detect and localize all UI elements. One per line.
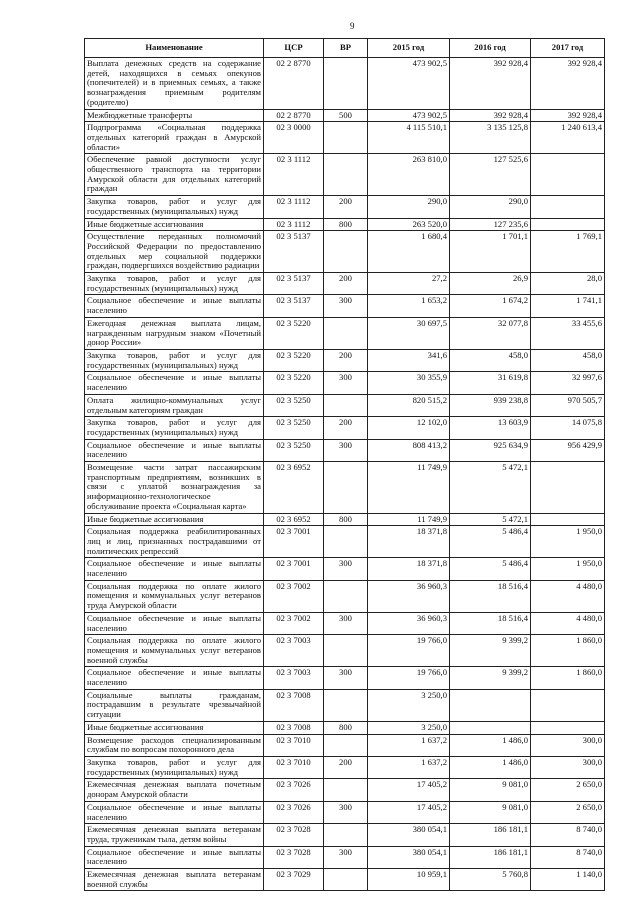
table-row (85, 196, 605, 218)
table-row (85, 372, 605, 394)
cell-2017 (531, 689, 605, 721)
table-row (85, 580, 605, 612)
cell-2017: 4 480,0 (531, 580, 605, 612)
header-csr: ЦСР (264, 39, 324, 58)
cell-vr: 200 (324, 349, 368, 371)
table-row (85, 612, 605, 634)
cell-2016: 18 516,4 (450, 612, 531, 634)
cell-vr: 200 (324, 417, 368, 439)
cell-2015: 1 637,2 (368, 734, 450, 756)
cell-2016: 925 634,9 (450, 439, 531, 461)
cell-name: Социальное обеспечение и иные выплаты населению (85, 295, 264, 317)
cell-name: Социальная поддержка по оплате жилого помещения и коммунальных услуг ветеранов труда Амурской области (85, 580, 264, 612)
cell-vr: 300 (324, 667, 368, 689)
cell-2015: 473 902,5 (368, 58, 450, 110)
cell-2017: 33 455,6 (531, 317, 605, 349)
cell-csr: 02 3 7003 (264, 667, 324, 689)
cell-csr: 02 3 5250 (264, 394, 324, 416)
cell-2015: 12 102,0 (368, 417, 450, 439)
cell-2015: 380 054,1 (368, 824, 450, 846)
cell-name: Возмещение расходов специализированным службам по вопросам похоронного дела (85, 734, 264, 756)
cell-2017 (531, 462, 605, 514)
cell-2016: 5 472,1 (450, 513, 531, 526)
table-row (85, 558, 605, 580)
table-row (85, 417, 605, 439)
cell-csr: 02 3 7028 (264, 824, 324, 846)
header-2017: 2017 год (531, 39, 605, 58)
cell-2015: 290,0 (368, 196, 450, 218)
cell-name: Ежемесячная денежная выплата ветеранам труда, труженикам тыла, детям войны (85, 824, 264, 846)
cell-2015: 36 960,3 (368, 580, 450, 612)
cell-name: Закупка товаров, работ и услуг для государственных (муниципальных) нужд (85, 417, 264, 439)
cell-2015: 11 749,9 (368, 513, 450, 526)
header-2015: 2015 год (368, 39, 450, 58)
cell-vr (324, 231, 368, 273)
table-row (85, 231, 605, 273)
cell-name: Межбюджетные трансферты (85, 109, 264, 122)
cell-vr (324, 526, 368, 558)
cell-vr (324, 122, 368, 154)
cell-csr: 02 3 7010 (264, 757, 324, 779)
cell-csr: 02 3 7010 (264, 734, 324, 756)
cell-name: Ежемесячная денежная выплата ветеранам военной службы (85, 869, 264, 891)
cell-2016: 1 701,1 (450, 231, 531, 273)
table-row (85, 462, 605, 514)
table-row (85, 689, 605, 721)
cell-vr: 300 (324, 295, 368, 317)
cell-2016 (450, 689, 531, 721)
cell-2017: 1 769,1 (531, 231, 605, 273)
table-row (85, 721, 605, 734)
cell-2017: 1 860,0 (531, 667, 605, 689)
cell-vr: 800 (324, 218, 368, 231)
cell-name: Закупка товаров, работ и услуг для государственных (муниципальных) нужд (85, 196, 264, 218)
cell-name: Обеспечение равной доступности услуг общественного транспорта на территории Амурской области для отдельных категорий граждан (85, 154, 264, 196)
cell-csr: 02 3 7002 (264, 580, 324, 612)
cell-2016: 1 486,0 (450, 734, 531, 756)
cell-vr (324, 394, 368, 416)
cell-name: Социальное обеспечение и иные выплаты населению (85, 667, 264, 689)
cell-vr (324, 689, 368, 721)
cell-2015: 27,2 (368, 273, 450, 295)
cell-2015: 3 250,0 (368, 721, 450, 734)
cell-name: Иные бюджетные ассигнования (85, 721, 264, 734)
table-row (85, 667, 605, 689)
cell-csr: 02 3 5220 (264, 372, 324, 394)
cell-vr (324, 779, 368, 801)
cell-2017: 1 140,0 (531, 869, 605, 891)
cell-vr: 300 (324, 439, 368, 461)
cell-2016: 31 619,8 (450, 372, 531, 394)
cell-vr (324, 154, 368, 196)
table-row (85, 869, 605, 891)
cell-vr: 200 (324, 196, 368, 218)
cell-2016: 5 486,4 (450, 558, 531, 580)
cell-2016: 186 181,1 (450, 824, 531, 846)
page-number: 9 (350, 21, 355, 31)
cell-2017: 1 860,0 (531, 635, 605, 667)
cell-name: Возмещение части затрат пассажирским транспортным предприятиям, возникших в связи с уплатой вознаграждения за информационно-технологическое обслуживание проекта «Социальная карта» (85, 462, 264, 514)
cell-name: Подпрограмма «Социальная поддержка отдельных категорий граждан в Амурской области» (85, 122, 264, 154)
cell-2015: 820 515,2 (368, 394, 450, 416)
table-row (85, 317, 605, 349)
cell-csr: 02 3 5220 (264, 317, 324, 349)
cell-name: Социальное обеспечение и иные выплаты населению (85, 612, 264, 634)
cell-2017 (531, 196, 605, 218)
table-row (85, 394, 605, 416)
cell-2017 (531, 513, 605, 526)
cell-2017: 1 950,0 (531, 526, 605, 558)
cell-2015: 4 115 510,1 (368, 122, 450, 154)
cell-csr: 02 2 8770 (264, 58, 324, 110)
cell-2017: 300,0 (531, 734, 605, 756)
cell-2015: 10 959,1 (368, 869, 450, 891)
cell-2016: 939 238,8 (450, 394, 531, 416)
cell-2017: 8 740,0 (531, 824, 605, 846)
cell-csr: 02 3 7026 (264, 779, 324, 801)
cell-csr: 02 3 7026 (264, 801, 324, 823)
cell-csr: 02 3 1112 (264, 218, 324, 231)
cell-vr: 300 (324, 612, 368, 634)
cell-2015: 11 749,9 (368, 462, 450, 514)
cell-2015: 1 680,4 (368, 231, 450, 273)
cell-2015: 3 250,0 (368, 689, 450, 721)
cell-csr: 02 3 7001 (264, 526, 324, 558)
table-row (85, 513, 605, 526)
cell-2016: 1 674,2 (450, 295, 531, 317)
table-row (85, 295, 605, 317)
cell-2017 (531, 721, 605, 734)
cell-2015: 1 637,2 (368, 757, 450, 779)
cell-vr: 300 (324, 558, 368, 580)
cell-vr: 800 (324, 721, 368, 734)
cell-vr: 500 (324, 109, 368, 122)
cell-2017: 1 950,0 (531, 558, 605, 580)
cell-2016: 127 525,6 (450, 154, 531, 196)
cell-2015: 341,6 (368, 349, 450, 371)
cell-2017: 458,0 (531, 349, 605, 371)
cell-2015: 380 054,1 (368, 846, 450, 868)
cell-2017 (531, 218, 605, 231)
cell-2015: 18 371,8 (368, 526, 450, 558)
cell-2015: 17 405,2 (368, 779, 450, 801)
table-row (85, 349, 605, 371)
header-name: Наименование (85, 39, 264, 58)
cell-2017: 8 740,0 (531, 846, 605, 868)
cell-2016: 32 077,8 (450, 317, 531, 349)
cell-vr (324, 869, 368, 891)
cell-csr: 02 3 7008 (264, 689, 324, 721)
cell-2017: 392 928,4 (531, 58, 605, 110)
cell-2017: 1 240 613,4 (531, 122, 605, 154)
budget-table (84, 38, 605, 891)
cell-csr: 02 3 5137 (264, 231, 324, 273)
cell-csr: 02 3 5220 (264, 349, 324, 371)
table-row (85, 824, 605, 846)
cell-vr (324, 824, 368, 846)
table-row (85, 58, 605, 110)
table-row (85, 635, 605, 667)
cell-name: Социальная поддержка реабилитированных лиц и лиц, признанных пострадавшими от политических репрессий (85, 526, 264, 558)
table-row (85, 846, 605, 868)
cell-2017: 2 650,0 (531, 779, 605, 801)
cell-2016: 5 472,1 (450, 462, 531, 514)
cell-name: Социальное обеспечение и иные выплаты населению (85, 801, 264, 823)
header-vr: ВР (324, 39, 368, 58)
cell-2015: 17 405,2 (368, 801, 450, 823)
cell-csr: 02 3 6952 (264, 462, 324, 514)
cell-csr: 02 3 7029 (264, 869, 324, 891)
table-row (85, 757, 605, 779)
cell-csr: 02 3 0000 (264, 122, 324, 154)
cell-2015: 30 697,5 (368, 317, 450, 349)
header-2016: 2016 год (450, 39, 531, 58)
table-row (85, 154, 605, 196)
cell-2015: 1 653,2 (368, 295, 450, 317)
cell-name: Социальная поддержка по оплате жилого помещения и коммунальных услуг ветеранов военной службы (85, 635, 264, 667)
cell-name: Иные бюджетные ассигнования (85, 513, 264, 526)
table-row (85, 273, 605, 295)
cell-name: Ежегодная денежная выплата лицам, награжденным нагрудным знаком «Почетный донор России» (85, 317, 264, 349)
cell-csr: 02 3 1112 (264, 154, 324, 196)
cell-csr: 02 3 5137 (264, 273, 324, 295)
cell-csr: 02 3 6952 (264, 513, 324, 526)
table-row (85, 734, 605, 756)
cell-2017: 2 650,0 (531, 801, 605, 823)
cell-csr: 02 2 8770 (264, 109, 324, 122)
cell-csr: 02 3 7002 (264, 612, 324, 634)
cell-2015: 36 960,3 (368, 612, 450, 634)
cell-2016: 13 603,9 (450, 417, 531, 439)
cell-vr: 800 (324, 513, 368, 526)
cell-name: Социальное обеспечение и иные выплаты населению (85, 846, 264, 868)
cell-2016: 9 081,0 (450, 779, 531, 801)
table-body (85, 58, 605, 891)
cell-csr: 02 3 7028 (264, 846, 324, 868)
cell-2016: 18 516,4 (450, 580, 531, 612)
cell-2017: 32 997,6 (531, 372, 605, 394)
cell-2016: 1 486,0 (450, 757, 531, 779)
cell-2016: 290,0 (450, 196, 531, 218)
cell-name: Социальные выплаты гражданам, пострадавшим в результате чрезвычайной ситуации (85, 689, 264, 721)
cell-vr: 300 (324, 372, 368, 394)
cell-2015: 263 810,0 (368, 154, 450, 196)
cell-name: Закупка товаров, работ и услуг для государственных (муниципальных) нужд (85, 757, 264, 779)
cell-csr: 02 3 5250 (264, 417, 324, 439)
cell-vr: 200 (324, 757, 368, 779)
cell-2017: 956 429,9 (531, 439, 605, 461)
cell-csr: 02 3 7008 (264, 721, 324, 734)
cell-name: Ежемесячная денежная выплата почетным донорам Амурской области (85, 779, 264, 801)
cell-2017: 1 741,1 (531, 295, 605, 317)
cell-vr (324, 734, 368, 756)
cell-2015: 19 766,0 (368, 667, 450, 689)
cell-2017: 4 480,0 (531, 612, 605, 634)
cell-2017: 28,0 (531, 273, 605, 295)
cell-csr: 02 3 1112 (264, 196, 324, 218)
cell-vr (324, 317, 368, 349)
cell-name: Социальное обеспечение и иные выплаты населению (85, 558, 264, 580)
table-row (85, 439, 605, 461)
cell-csr: 02 3 5137 (264, 295, 324, 317)
cell-2017: 300,0 (531, 757, 605, 779)
cell-2016 (450, 721, 531, 734)
cell-name: Иные бюджетные ассигнования (85, 218, 264, 231)
cell-name: Социальное обеспечение и иные выплаты населению (85, 372, 264, 394)
cell-2016: 186 181,1 (450, 846, 531, 868)
table-row (85, 109, 605, 122)
cell-2016: 392 928,4 (450, 58, 531, 110)
cell-vr (324, 58, 368, 110)
cell-name: Социальное обеспечение и иные выплаты населению (85, 439, 264, 461)
cell-csr: 02 3 5250 (264, 439, 324, 461)
table-header-row (85, 39, 605, 58)
table-row (85, 801, 605, 823)
table-row (85, 526, 605, 558)
cell-vr (324, 462, 368, 514)
cell-csr: 02 3 7003 (264, 635, 324, 667)
cell-2015: 18 371,8 (368, 558, 450, 580)
cell-2016: 9 399,2 (450, 635, 531, 667)
cell-2015: 263 520,0 (368, 218, 450, 231)
cell-2016: 9 081,0 (450, 801, 531, 823)
cell-vr: 200 (324, 273, 368, 295)
cell-2017: 970 505,7 (531, 394, 605, 416)
cell-name: Закупка товаров, работ и услуг для государственных (муниципальных) нужд (85, 273, 264, 295)
cell-vr (324, 580, 368, 612)
cell-2017 (531, 154, 605, 196)
cell-2016: 5 760,8 (450, 869, 531, 891)
cell-2015: 808 413,2 (368, 439, 450, 461)
cell-name: Закупка товаров, работ и услуг для государственных (муниципальных) нужд (85, 349, 264, 371)
cell-2016: 392 928,4 (450, 109, 531, 122)
cell-name: Осуществление переданных полномочий Российской Федерации по предоставлению отдельных мер социальной поддержки граждан, подвергшихся воздействию радиации (85, 231, 264, 273)
cell-vr: 300 (324, 846, 368, 868)
cell-2016: 3 135 125,8 (450, 122, 531, 154)
table-row (85, 218, 605, 231)
cell-2016: 26,9 (450, 273, 531, 295)
table-row (85, 779, 605, 801)
cell-name: Оплата жилищно-коммунальных услуг отдельным категориям граждан (85, 394, 264, 416)
cell-name: Выплата денежных средств на содержание детей, находящихся в семьях опекунов (попечителей) и в приемных семьях, а также вознаграждения приемным родителям (родителю) (85, 58, 264, 110)
cell-2015: 19 766,0 (368, 635, 450, 667)
cell-csr: 02 3 7001 (264, 558, 324, 580)
cell-2017: 392 928,4 (531, 109, 605, 122)
cell-2016: 5 486,4 (450, 526, 531, 558)
table-row (85, 122, 605, 154)
cell-vr: 300 (324, 801, 368, 823)
cell-2017: 14 075,8 (531, 417, 605, 439)
cell-2016: 9 399,2 (450, 667, 531, 689)
cell-vr (324, 635, 368, 667)
cell-2015: 30 355,9 (368, 372, 450, 394)
cell-2015: 473 902,5 (368, 109, 450, 122)
cell-2016: 127 235,6 (450, 218, 531, 231)
cell-2016: 458,0 (450, 349, 531, 371)
